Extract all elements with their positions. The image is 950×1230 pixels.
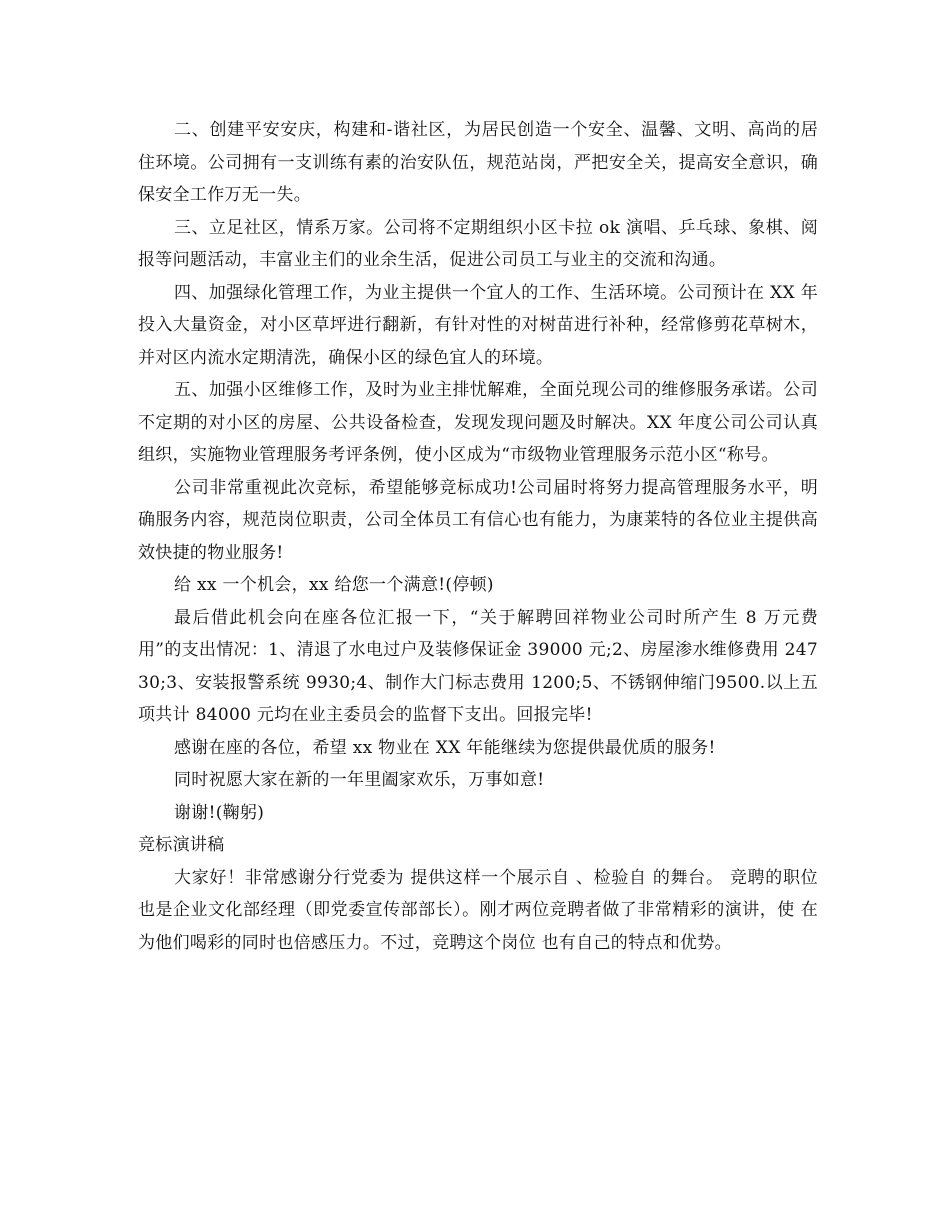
paragraph-greening: 四、加强绿化管理工作，为业主提供一个宜人的工作、生活环境。公司预计在 XX 年投入大量资金，对小区草坪进行翻新，有针对性的对树苗进行补种，经常修剪花草树木，并对区内流水定期清洗，确保小区的绿色宜人的环境。 [138,282,818,368]
paragraph-bow: 谢谢!(鞠躬) [174,802,265,823]
section-heading: 竞标演讲稿 [138,835,225,855]
paragraph-expense-report: 最后借此机会向在座各位汇报一下，“关于解聘回祥物业公司时所产生 8 万元费用”的支出情况：1、清退了水电过户及装修保证金 39000 元;2、房屋渗水维修费用 24730;3、安装报警系统 9930;4、制作大门标志费用 1200;5、不锈钢伸缩门9500.以上五项共计 84000 元均在业主委员会的监督下支出。回报完毕! [138,607,818,725]
paragraph-bid: 公司非常重视此次竞标，希望能够竞标成功!公司届时将努力提高管理服务水平，明确服务内容，规范岗位职责，公司全体员工有信心也有能力，为康莱特的各位业主提供高效快捷的物业服务! [138,477,818,563]
paragraph-opportunity: 给 xx 一个机会，xx 给您一个满意!(停顿) [174,575,494,595]
document-page [138,114,818,959]
paragraph-wishes: 同时祝愿大家在新的一年里阖家欢乐，万事如意! [174,770,545,790]
paragraph-safety: 二、创建平安安庆，构建和-谐社区，为居民创造一个安全、温馨、文明、高尚的居住环境。公司拥有一支训练有素的治安队伍，规范站岗，严把安全关，提高安全意识，确保安全工作万无一失。 [138,120,818,205]
paragraph-community: 三、立足社区，情系万家。公司将不定期组织小区卡拉 ok 演唱、乒乓球、象棋、阅报等问题活动，丰富业主们的业余生活，促进公司员工与业主的交流和沟通。 [138,217,818,270]
paragraph-speech-intro: 大家好！非常感谢分行党委为 提供这样一个展示自 、检验自 的舞台。 竞聘的职位也是企业文化部经理（即党委宣传部部长）。刚才两位竞聘者做了非常精彩的演讲，使 在为他们喝彩的同时也倍感压力。不过，竞聘这个岗位 也有自己的特点和优势。 [138,867,818,953]
paragraph-maintenance: 五、加强小区维修工作，及时为业主排忧解难，全面兑现公司的维修服务承诺。公司不定期的对小区的房屋、公共设备检查，发现发现问题及时解决。XX 年度公司公司认真组织，实施物业管理服务考评条例，使小区成为“市级物业管理服务示范小区“称号。 [138,380,818,465]
paragraph-thanks: 感谢在座的各位，希望 xx 物业在 XX 年能继续为您提供最优质的服务! [174,737,716,758]
